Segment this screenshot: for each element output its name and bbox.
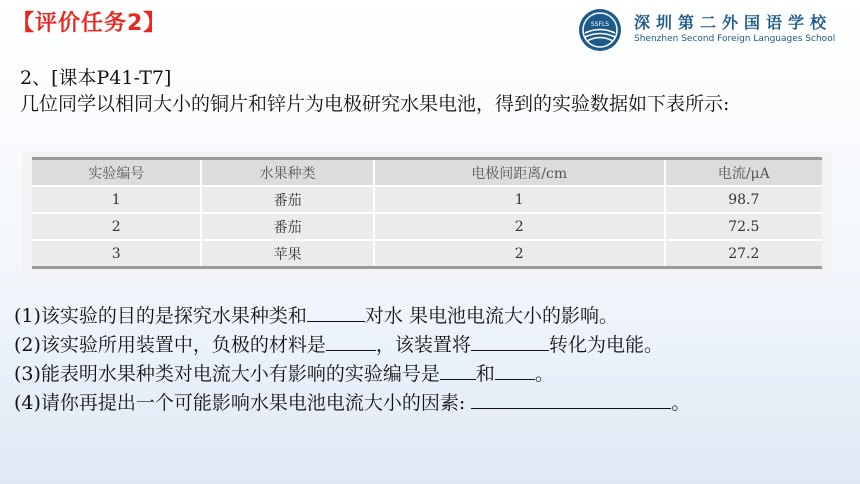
cell-current: 72.5 <box>665 213 822 240</box>
question-reference: 2、[课本P41-T7] <box>20 67 172 89</box>
header-experiment-no: 实验编号 <box>32 159 201 187</box>
cell-experiment-no: 2 <box>32 213 201 240</box>
experiment-data-table <box>32 157 822 269</box>
data-table-image <box>22 152 832 276</box>
cell-current: 27.2 <box>665 240 822 268</box>
header-electrode-distance: 电极间距离/cm <box>374 159 665 187</box>
cell-fruit-type: 番茄 <box>201 186 373 213</box>
header-current: 电流/μA <box>665 159 822 187</box>
school-emblem-icon <box>576 6 626 54</box>
subquestion-3-text-a: (3)能表明水果种类对电流大小有影响的实验编号是 <box>14 363 440 385</box>
cell-electrode-distance: 2 <box>374 213 665 240</box>
school-name-cn: 深圳第二外国语学校 <box>634 13 833 32</box>
table-row <box>32 213 822 240</box>
subquestion-4 <box>14 389 690 418</box>
cell-electrode-distance: 1 <box>374 186 665 213</box>
answer-blank-2a[interactable] <box>326 332 376 351</box>
subquestion-2-text-c: 转化为电能。 <box>548 334 663 356</box>
answer-blank-1[interactable] <box>307 303 365 322</box>
answer-blank-2b[interactable] <box>471 332 549 351</box>
question-intro: 几位同学以相同大小的铜片和锌片为电极研究水果电池，得到的实验数据如下表所示: <box>20 93 730 115</box>
cell-experiment-no: 1 <box>32 186 201 213</box>
answer-blank-4[interactable] <box>471 390 671 409</box>
table-row <box>32 186 822 213</box>
answer-blank-3a[interactable] <box>440 361 476 380</box>
cell-experiment-no: 3 <box>32 240 201 268</box>
subquestion-4-text-b: 。 <box>671 392 691 414</box>
cell-fruit-type: 苹果 <box>201 240 373 268</box>
cell-current: 98.7 <box>665 186 822 213</box>
table-row <box>32 240 822 268</box>
subquestion-2 <box>14 331 690 360</box>
subquestion-1-text-b: 对水 果电池电流大小的影响。 <box>364 305 618 327</box>
subquestion-1 <box>14 302 690 331</box>
header-fruit-type: 水果种类 <box>201 159 373 187</box>
subquestion-4-text-a: (4)请你再提出一个可能影响水果电池电流大小的因素: <box>14 392 466 414</box>
school-name-en: Shenzhen Second Foreign Languages School <box>634 34 836 44</box>
school-logo <box>576 6 856 54</box>
logo-emblem-text: SSFLS <box>590 21 610 28</box>
subquestions <box>14 302 690 418</box>
task-title: 【评价任务2】 <box>12 11 167 36</box>
subquestion-2-text-a: (2)该实验所用装置中，负极的材料是 <box>14 334 326 356</box>
subquestion-2-text-b: ，该装置将 <box>375 334 471 356</box>
cell-fruit-type: 番茄 <box>201 213 373 240</box>
table-header-row <box>32 159 822 187</box>
cell-electrode-distance: 2 <box>374 240 665 268</box>
subquestion-3-text-b: 和 <box>475 363 495 385</box>
subquestion-1-text-a: (1)该实验的目的是探究水果种类和 <box>14 305 307 327</box>
subquestion-3-text-c: 。 <box>534 363 554 385</box>
subquestion-3 <box>14 360 690 389</box>
answer-blank-3b[interactable] <box>495 361 535 380</box>
